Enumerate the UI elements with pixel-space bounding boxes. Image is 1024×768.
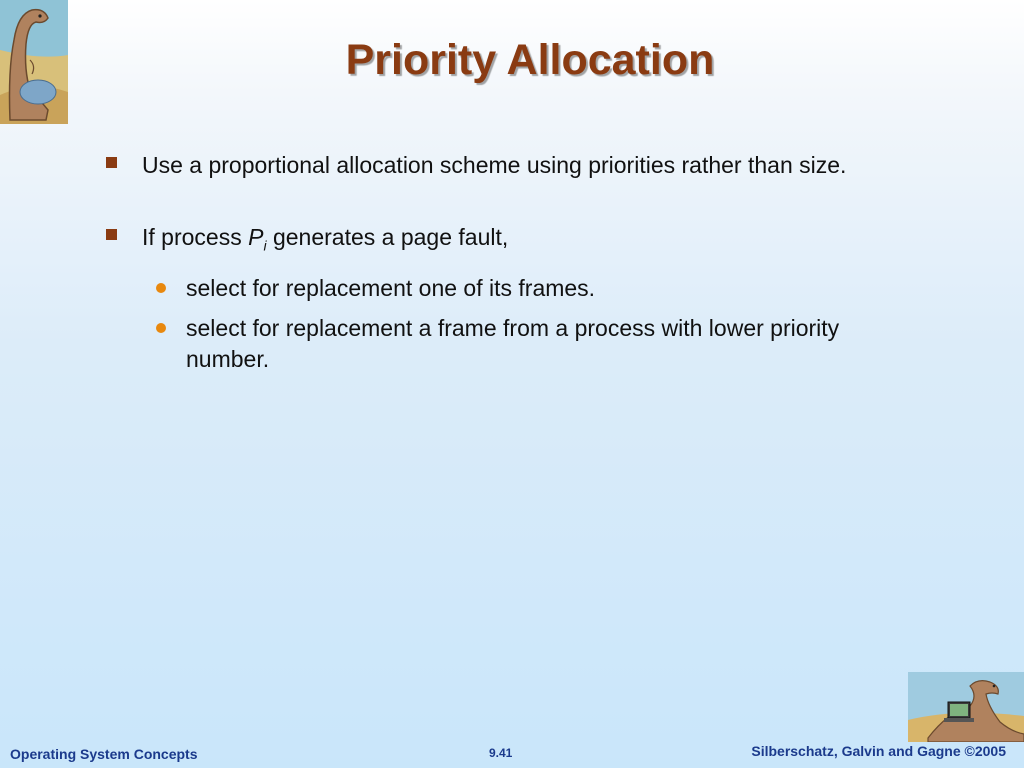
footer-course-title: Operating System Concepts <box>10 746 198 762</box>
sub-bullet-item-1 <box>100 273 900 304</box>
square-bullet-icon <box>106 157 117 168</box>
sub-bullet-item-2 <box>100 313 900 375</box>
footer-authors: Silberschatz, Galvin and Gagne ©2005 <box>751 743 1006 759</box>
round-bullet-icon <box>156 323 166 333</box>
process-variable: P <box>248 224 264 250</box>
square-bullet-icon <box>106 229 117 240</box>
sub-bullet-text: select for replacement one of its frames. <box>186 274 596 301</box>
bullet-item-1 <box>100 150 900 181</box>
bullet-text: Use a proportional allocation scheme using priorities rather than size. <box>142 152 847 178</box>
footer-page-number: 9.41 <box>489 746 513 760</box>
sub-bullet-text: select for replacement a frame from a process with lower priority number. <box>186 314 840 372</box>
process-variable-subscript: i <box>263 237 267 254</box>
bullet-text-before: If process <box>142 224 249 250</box>
slide-body <box>100 150 900 375</box>
slide-title: Priority Allocation <box>345 36 715 84</box>
dinosaur-laptop-icon <box>908 672 1024 742</box>
bullet-item-2 <box>100 222 900 262</box>
bullet-text-after: generates a page fault, <box>266 224 509 250</box>
round-bullet-icon <box>156 283 166 293</box>
